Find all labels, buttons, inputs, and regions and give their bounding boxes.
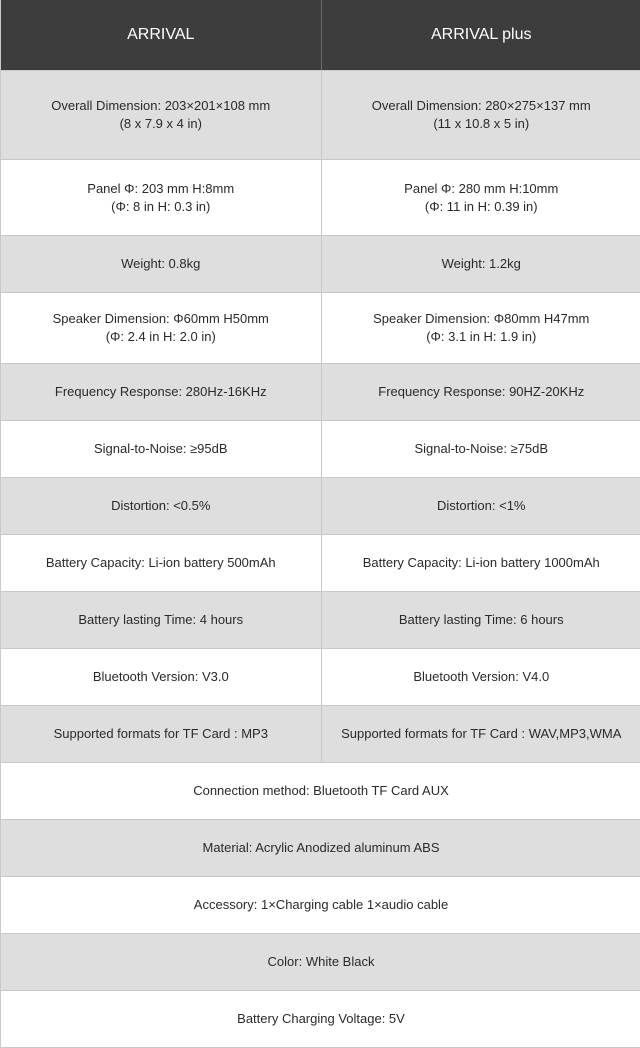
spec-row-tf-card-formats (1, 706, 640, 763)
spec-cell-arrival (1, 421, 322, 477)
spec-text: Distortion: <1% (436, 498, 526, 513)
spec-row-connection-method (1, 763, 640, 820)
spec-text: Signal-to-Noise: ≥75dB (414, 441, 549, 456)
spec-text: Battery lasting Time: 4 hours (78, 612, 244, 627)
spec-text: Battery Charging Voltage: 5V (237, 1011, 405, 1026)
spec-cell-shared (1, 763, 640, 819)
spec-text: Bluetooth Version: V3.0 (92, 669, 229, 684)
spec-text: Connection method: Bluetooth TF Card AUX (193, 783, 449, 798)
spec-text: Overall Dimension: 280×275×137 mm (371, 98, 591, 113)
spec-text: Speaker Dimension: Φ80mm H47mm (373, 311, 590, 326)
spec-cell-arrival (1, 706, 322, 762)
spec-subtext: (8 x 7.9 x 4 in) (119, 116, 202, 131)
spec-cell-shared (1, 934, 640, 990)
spec-cell-arrival (1, 535, 322, 591)
spec-cell-arrival-plus (322, 478, 640, 534)
spec-cell-arrival (1, 592, 322, 648)
spec-cell-arrival (1, 236, 322, 292)
spec-text: Color: White Black (267, 954, 375, 969)
spec-row-battery-capacity (1, 535, 640, 592)
spec-cell-arrival-plus (322, 706, 640, 762)
spec-text: Weight: 0.8kg (121, 256, 201, 271)
header-arrival: ARRIVAL (1, 0, 322, 70)
spec-row-weight (1, 236, 640, 293)
spec-row-color (1, 934, 640, 991)
spec-cell-arrival-plus (322, 71, 640, 159)
spec-text: Panel Φ: 203 mm H:8mm (87, 180, 235, 196)
spec-cell-arrival-plus (322, 421, 640, 477)
spec-text: Frequency Response: 280Hz-16KHz (54, 384, 267, 399)
spec-row-signal-to-noise (1, 421, 640, 478)
spec-row-frequency-response (1, 364, 640, 421)
spec-subtext: (Φ: 2.4 in H: 2.0 in) (105, 329, 216, 344)
spec-row-overall-dimension (1, 71, 640, 160)
spec-row-panel (1, 160, 640, 236)
spec-cell-shared (1, 877, 640, 933)
spec-cell-arrival (1, 71, 322, 159)
table-header (1, 0, 640, 71)
spec-cell-arrival (1, 160, 322, 235)
spec-row-speaker-dimension (1, 293, 640, 364)
spec-row-battery-lasting-time (1, 592, 640, 649)
spec-cell-arrival-plus (322, 160, 640, 235)
spec-subtext: (Φ: 8 in H: 0.3 in) (111, 198, 211, 214)
spec-subtext: (11 x 10.8 x 5 in) (433, 116, 530, 131)
spec-text: Signal-to-Noise: ≥95dB (93, 441, 228, 456)
spec-text: Speaker Dimension: Φ60mm H50mm (52, 311, 269, 326)
spec-text: Material: Acrylic Anodized aluminum ABS (202, 840, 440, 855)
spec-cell-arrival-plus (322, 535, 640, 591)
spec-cell-shared (1, 991, 640, 1047)
spec-text: Supported formats for TF Card : WAV,MP3,WMA (341, 726, 622, 741)
spec-cell-shared (1, 820, 640, 876)
spec-text: Battery Capacity: Li-ion battery 500mAh (45, 555, 276, 570)
spec-cell-arrival-plus (322, 236, 640, 292)
spec-cell-arrival-plus (322, 592, 640, 648)
spec-text: Weight: 1.2kg (441, 256, 521, 271)
spec-text: Bluetooth Version: V4.0 (413, 669, 550, 684)
spec-subtext: (Φ: 3.1 in H: 1.9 in) (426, 329, 537, 344)
spec-text: Accessory: 1×Charging cable 1×audio cable (193, 897, 449, 912)
spec-cell-arrival (1, 649, 322, 705)
header-arrival-plus: ARRIVAL plus (431, 26, 532, 43)
spec-row-bluetooth-version (1, 649, 640, 706)
spec-row-distortion (1, 478, 640, 535)
spec-row-charging-voltage (1, 991, 640, 1048)
spec-text: Panel Φ: 280 mm H:10mm (404, 180, 559, 196)
spec-text: Supported formats for TF Card : MP3 (53, 726, 268, 741)
spec-row-accessory (1, 877, 640, 934)
spec-cell-arrival (1, 364, 322, 420)
spec-cell-arrival (1, 293, 322, 363)
spec-text: Distortion: <0.5% (111, 498, 211, 513)
spec-text: Overall Dimension: 203×201×108 mm (51, 98, 271, 113)
spec-cell-arrival (1, 478, 322, 534)
spec-subtext: (Φ: 11 in H: 0.39 in) (424, 198, 538, 214)
spec-text: Battery Capacity: Li-ion battery 1000mAh (362, 555, 600, 570)
spec-cell-arrival-plus (322, 293, 640, 363)
spec-row-material (1, 820, 640, 877)
spec-cell-arrival-plus (322, 649, 640, 705)
spec-cell-arrival-plus (322, 364, 640, 420)
spec-text: Battery lasting Time: 6 hours (398, 612, 564, 627)
spec-text: Frequency Response: 90HZ-20KHz (378, 384, 585, 399)
